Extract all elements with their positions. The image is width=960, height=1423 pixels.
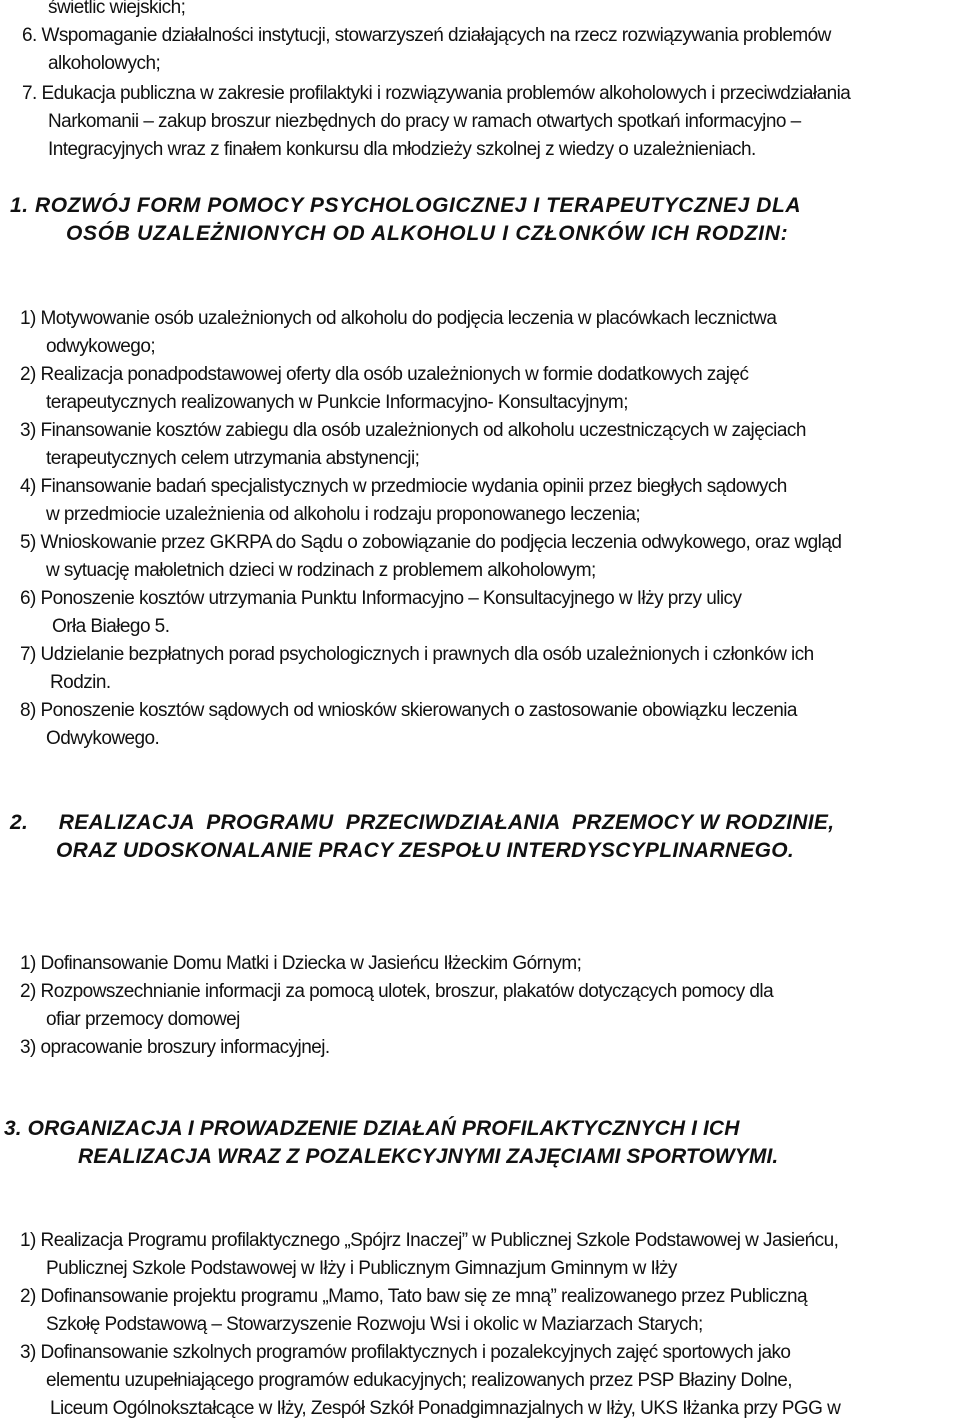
section-1-item-8-line2: Odwykowego. <box>46 728 160 749</box>
section-1-item-4-line2: w przedmiocie uzależnienia od alkoholu i rodzaju proponowanego leczenia; <box>46 504 641 525</box>
section-3-item-2-line1: 2) Dofinansowanie projektu programu „Mamo, Tato baw się ze mną” realizowanego przez Publiczną <box>20 1286 808 1307</box>
section-1-item-3-line2: terapeutycznych celem utrzymania abstynencji; <box>46 448 420 469</box>
section-3-heading-line1: 3. ORGANIZACJA I PROWADZENIE DZIAŁAŃ PROFILAKTYCZNYCH I ICH <box>4 1117 740 1140</box>
section-1-item-2-line2: terapeutycznych realizowanych w Punkcie Informacyjno- Konsultacyjnym; <box>46 392 628 413</box>
list-item-6-line1: 6. Wspomaganie działalności instytucji, stowarzyszeń działających na rzecz rozwiązywania problemów <box>22 25 831 46</box>
section-2-item-2-line1: 2) Rozpowszechnianie informacji za pomocą ulotek, broszur, plakatów dotyczących pomocy dla <box>20 981 774 1002</box>
section-1-item-6-line1: 6) Ponoszenie kosztów utrzymania Punktu Informacyjno – Konsultacyjnego w Iłży przy ulicy <box>20 588 742 609</box>
section-1-item-1-line2: odwykowego; <box>46 336 156 357</box>
list-item-7-line1: 7. Edukacja publiczna w zakresie profilaktyki i rozwiązywania problemów alkoholowych i przeciwdziałania <box>22 83 851 104</box>
section-1-item-4-line1: 4) Finansowanie badań specjalistycznych w przedmiocie wydania opinii przez biegłych sądowych <box>20 476 787 497</box>
list-item-5-tail: świetlic wiejskich; <box>48 0 186 18</box>
list-item-6-line2: alkoholowych; <box>48 53 161 74</box>
section-3-item-3-line3: Liceum Ogólnokształcące w Iłży, Zespół Szkół Ponadgimnazjalnych w Iłży, UKS Iłżanka przy PGG w <box>50 1398 841 1419</box>
section-1-item-5-line1: 5) Wnioskowanie przez GKRPA do Sądu o zobowiązanie do podjęcia leczenia odwykowego, oraz wgląd <box>20 532 842 553</box>
section-1-item-1-line1: 1) Motywowanie osób uzależnionych od alkoholu do podjęcia leczenia w placówkach lecznictwa <box>20 308 777 329</box>
section-1-item-7-line2: Rodzin. <box>50 672 111 693</box>
section-2-item-2-line2: ofiar przemocy domowej <box>46 1009 240 1030</box>
list-item-7-line2: Narkomanii – zakup broszur niezbędnych do pracy w ramach otwartych spotkań informacyjno – <box>48 111 801 132</box>
section-3-item-1-line1: 1) Realizacja Programu profilaktycznego „Spójrz Inaczej” w Publicznej Szkole Podstawowej w Jasieńcu, <box>20 1230 839 1251</box>
section-2-heading-line1: 2. REALIZACJA PROGRAMU PRZECIWDZIAŁANIA PRZEMOCY W RODZINIE, <box>10 811 835 834</box>
section-1-item-3-line1: 3) Finansowanie kosztów zabiegu dla osób uzależnionych od alkoholu uczestniczących w zajęciach <box>20 420 806 441</box>
section-3-item-3-line2: elementu uzupełniającego programów edukacyjnych; realizowanych przez PSP Błaziny Dolne, <box>46 1370 793 1391</box>
section-1-item-6-line2: Orła Białego 5. <box>52 616 170 637</box>
section-1-item-5-line2: w sytuację małoletnich dzieci w rodzinach z problemem alkoholowym; <box>46 560 596 581</box>
section-1-heading-line1: 1. ROZWÓJ FORM POMOCY PSYCHOLOGICZNEJ I TERAPEUTYCZNEJ DLA <box>10 194 802 217</box>
section-1-item-2-line1: 2) Realizacja ponadpodstawowej oferty dla osób uzależnionych w formie dodatkowych zajęć <box>20 364 749 385</box>
section-1-item-8-line1: 8) Ponoszenie kosztów sądowych od wniosków skierowanych o zastosowanie obowiązku leczenia <box>20 700 797 721</box>
section-1-item-7-line1: 7) Udzielanie bezpłatnych porad psychologicznych i prawnych dla osób uzależnionych i członków ich <box>20 644 814 665</box>
section-2-item-3: 3) opracowanie broszury informacyjnej. <box>20 1037 330 1058</box>
section-3-item-2-line2: Szkołę Podstawową – Stowarzyszenie Rozwoju Wsi i okolic w Maziarzach Starych; <box>46 1314 703 1335</box>
section-3-item-1-line2: Publicznej Szkole Podstawowej w Iłży i Publicznym Gimnazjum Gminnym w Iłży <box>46 1258 677 1279</box>
section-1-heading-line2: OSÓB UZALEŻNIONYCH OD ALKOHOLU I CZŁONKÓW ICH RODZIN: <box>66 222 789 245</box>
section-2-item-1: 1) Dofinansowanie Domu Matki i Dziecka w Jasieńcu Iłżeckim Górnym; <box>20 953 582 974</box>
list-item-7-line3: Integracyjnych wraz z finałem konkursu dla młodzieży szkolnej z wiedzy o uzależnieniach. <box>48 139 756 160</box>
section-3-item-3-line1: 3) Dofinansowanie szkolnych programów profilaktycznych i pozalekcyjnych zajęć sportowych jako <box>20 1342 791 1363</box>
section-3-heading-line2: REALIZACJA WRAZ Z POZALEKCYJNYMI ZAJĘCIAMI SPORTOWYMI. <box>78 1145 779 1168</box>
section-2-heading-line2: ORAZ UDOSKONALANIE PRACY ZESPOŁU INTERDYSCYPLINARNEGO. <box>56 839 795 862</box>
